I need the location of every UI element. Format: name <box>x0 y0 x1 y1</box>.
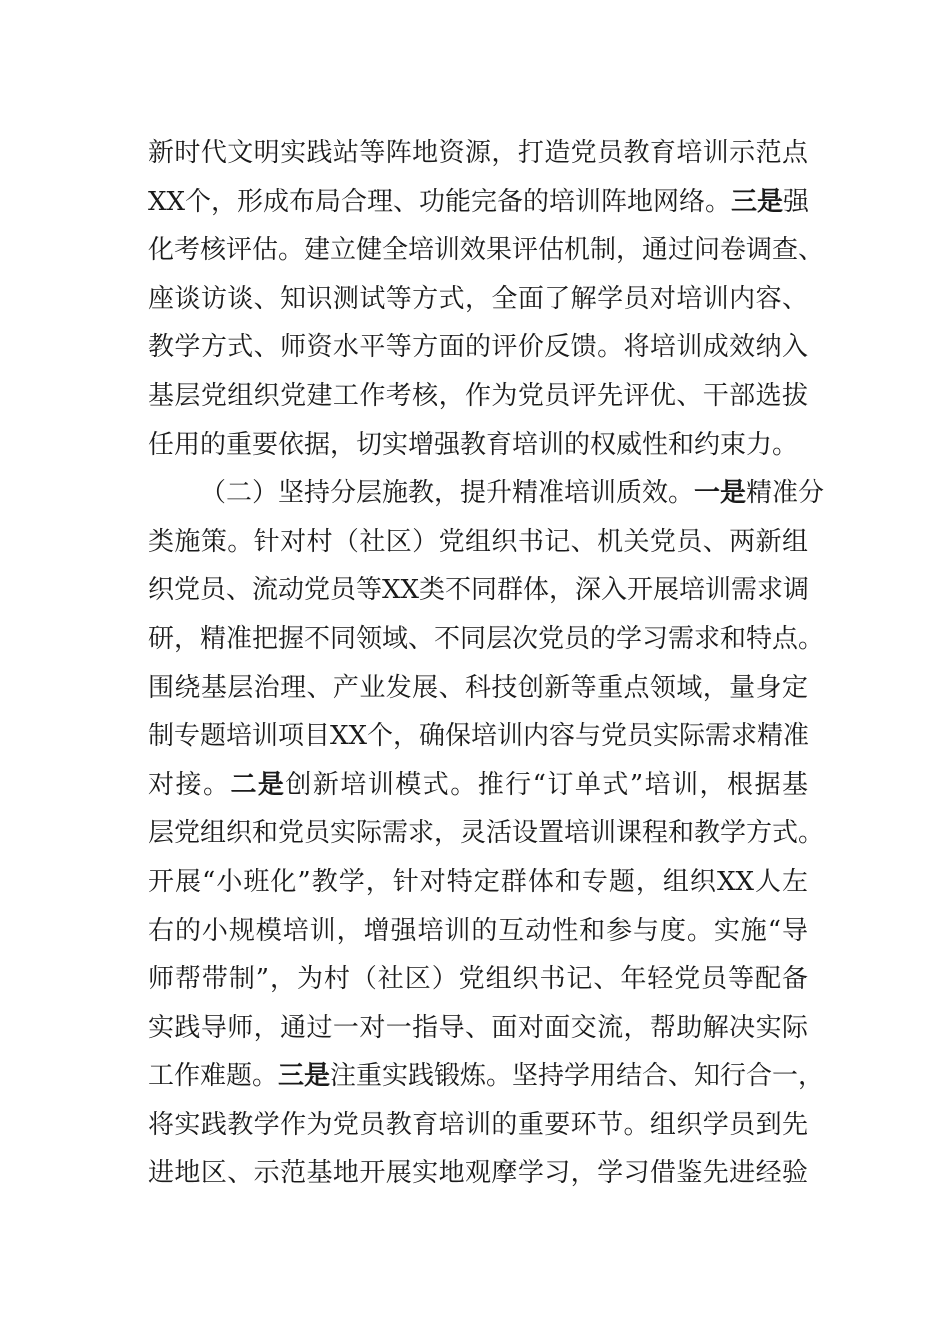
bold-emphasis: 二是 <box>230 769 286 800</box>
text-line: 师帮带制”，为村（社区）党组织书记、年轻党员等配备 <box>148 964 808 995</box>
text-line: 进地区、示范基地开展实地观摩学习，学习借鉴先进经验 <box>148 1158 808 1189</box>
text-line: 基层党组织党建工作考核，作为党员评先评优、干部选拔 <box>148 380 808 411</box>
text-line: 实践导师，通过一对一指导、面对面交流，帮助解决实际 <box>148 1012 808 1043</box>
section-heading: （二）坚持分层施教，提升精准培训质效。 <box>200 478 695 509</box>
bold-emphasis: 一是 <box>694 478 747 509</box>
text-line: 任用的重要依据，切实增强教育培训的权威性和约束力。 <box>148 429 799 460</box>
text-line: 围绕基层治理、产业发展、科技创新等重点领域，量身定 <box>148 672 808 703</box>
bold-emphasis: 三是 <box>731 186 784 217</box>
text-line: 座谈访谈、知识测试等方式，全面了解学员对培训内容、 <box>148 283 808 314</box>
section-heading-line: （二）坚持分层施教，提升精准培训质效。一是精准分 <box>200 478 825 509</box>
bold-emphasis: 三是 <box>278 1061 331 1092</box>
text-line: 研，精准把握不同领域、不同层次党员的学习需求和特点。 <box>148 623 825 654</box>
text-line: 新时代文明实践站等阵地资源，打造党员教育培训示范点 <box>148 138 808 168</box>
body-text <box>148 129 825 1198</box>
text-line: 层党组织和党员实际需求，灵活设置培训课程和教学方式。 <box>148 818 825 849</box>
text-line: 教学方式、师资水平等方面的评价反馈。将培训成效纳入 <box>148 332 808 363</box>
text-line: 制专题培训项目XX个，确保培训内容与党员实际需求精准 <box>148 721 810 752</box>
text-line: 将实践教学作为党员教育培训的重要环节。组织学员到先 <box>148 1109 808 1140</box>
text-line: 对接。二是创新培训模式。推行“订单式”培训，根据基 <box>148 769 808 800</box>
text-line: 类施策。针对村（社区）党组织书记、机关党员、两新组 <box>148 526 808 557</box>
text-line: 化考核评估。建立健全培训效果评估机制，通过问卷调查、 <box>148 235 825 266</box>
text-line: 工作难题。三是注重实践锻炼。坚持学用结合、知行合一， <box>148 1061 825 1092</box>
text-line: 开展“小班化”教学，针对特定群体和专题，组织XX人左 <box>148 866 808 897</box>
text-line: 右的小规模培训，增强培训的互动性和参与度。实施“导 <box>148 915 808 946</box>
text-line: XX个，形成布局合理、功能完备的培训阵地网络。三是强 <box>148 186 810 217</box>
text-line: 织党员、流动党员等XX类不同群体，深入开展培训需求调 <box>148 575 810 606</box>
